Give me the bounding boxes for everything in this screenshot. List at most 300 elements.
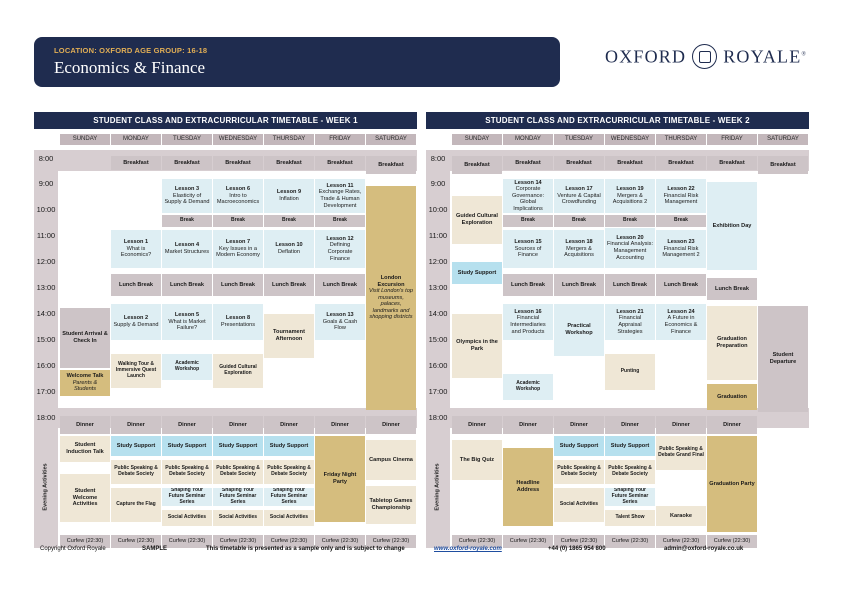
time-label: 18:00 (428, 413, 448, 422)
slot-title: Study Support (457, 269, 497, 276)
slot-title: Lesson 22 (667, 186, 695, 193)
slot-title: Curfew (22:30) (611, 538, 649, 545)
timetable-slot (503, 274, 553, 296)
slot-title: Curfew (22:30) (509, 538, 547, 545)
timetable-slot (656, 179, 706, 213)
slot-title: Breakfast (617, 159, 643, 166)
slot-title: Lesson 10 (275, 242, 303, 249)
timetable-slot (315, 304, 365, 340)
slot-title: Graduation Preparation (716, 336, 748, 349)
timetable-slot (213, 416, 263, 434)
slot-title: Student Welcome Activities (72, 488, 98, 508)
slot-title: Breakfast (668, 159, 694, 166)
slot-title: Friday Night Party (323, 472, 357, 485)
slot-title: Social Activities (559, 501, 599, 508)
week-1-grid (34, 134, 417, 545)
course-title: Economics & Finance (54, 58, 206, 77)
timetable-slot (605, 354, 655, 390)
slot-detail: Sources of Finance (514, 245, 542, 259)
slot-title: Curfew (22:30) (560, 538, 598, 545)
timetable-slot (656, 304, 706, 340)
slot-title: Curfew (22:30) (458, 538, 496, 545)
slot-title: Tabletop Games Championship (369, 498, 413, 511)
slot-title: Lesson 17 (565, 186, 593, 193)
timetable-slot (162, 230, 212, 268)
slot-title: Curfew (22:30) (66, 538, 104, 545)
timetable-slot (213, 215, 263, 227)
timetable-slot (452, 196, 502, 244)
timetable-slot (554, 436, 604, 456)
title-banner (34, 37, 560, 87)
timetable-slot (707, 384, 757, 410)
slot-detail: Elasticity of Supply & Demand (164, 192, 210, 206)
timetable-slot (264, 510, 314, 526)
timetable-slot (213, 274, 263, 296)
slot-title: Academic Workshop (515, 380, 541, 392)
slot-title: Welcome Talk (66, 373, 104, 380)
slot-detail: Goals & Cash Flow (322, 318, 358, 332)
timetable-slot (656, 230, 706, 268)
slot-title: Break (333, 217, 347, 224)
timetable-slot (452, 416, 502, 434)
slot-title: Social Activities (218, 514, 258, 521)
timetable-slot (60, 436, 110, 462)
timetable-slot (554, 179, 604, 213)
slot-title: Punting (620, 368, 640, 375)
slot-title: Curfew (22:30) (662, 538, 700, 545)
slot-title: Lunch Break (511, 281, 545, 288)
slot-detail: What is Economics? (120, 245, 152, 259)
timetable-slot (503, 230, 553, 268)
evening-activities-label (429, 452, 447, 522)
slot-title: Karaoke (669, 512, 693, 519)
day-header: TUESDAY (554, 134, 604, 145)
logo-word-left: OXFORD (605, 46, 687, 67)
timetable-slot (264, 230, 314, 268)
slot-title: Dinner (382, 421, 400, 428)
timetable-slot (264, 436, 314, 456)
footer-sample: SAMPLE (142, 546, 168, 552)
slot-title: Public Speaking & Debate Grand Final (658, 446, 704, 458)
slot-title: Lunch Break (272, 281, 306, 288)
slot-title: Dinner (519, 421, 537, 428)
time-label: 15:00 (36, 335, 56, 344)
slot-title: Talent Show (615, 514, 645, 521)
timetable-slot (452, 262, 502, 284)
day-header: TUESDAY (162, 134, 212, 145)
slot-title: Lunch Break (715, 285, 749, 292)
timetable-slot (554, 156, 604, 170)
time-label: 9:00 (38, 179, 54, 188)
time-label: 11:00 (428, 231, 448, 240)
timetable-slot (213, 304, 263, 340)
slot-title: Public Speaking & Debate Society (557, 465, 601, 477)
timetable-slot (264, 215, 314, 227)
day-header: WEDNESDAY (605, 134, 655, 145)
time-label: 10:00 (428, 205, 448, 214)
slot-title: Study Support (218, 442, 258, 449)
slot-title: Study Support (269, 442, 309, 449)
slot-detail: Financial Risk Management 2 (662, 245, 700, 259)
slot-detail: Parents & Students (72, 379, 98, 393)
timetable-slot (452, 314, 502, 378)
slot-title: Dinner (723, 421, 741, 428)
slot-title: Shaping Your Future Seminar Series (219, 488, 257, 505)
time-label: 13:00 (36, 283, 56, 292)
time-label: 11:00 (36, 231, 56, 240)
timetable-slot (315, 416, 365, 434)
timetable-slot (605, 488, 655, 506)
slot-detail: Venture & Capital Crowdfunding (557, 192, 601, 206)
day-header: WEDNESDAY (213, 134, 263, 145)
slot-title: Lunch Break (664, 281, 698, 288)
slot-title: Lesson 24 (667, 308, 695, 315)
slot-detail: Financial Analysis: Management Accounting (607, 241, 654, 261)
day-header: SUNDAY (60, 134, 110, 145)
slot-detail: Corporate Governance: Global Implications (511, 186, 545, 212)
footer-phone: +44 (0) 1865 954 800 (548, 546, 606, 552)
timetable-slot (111, 460, 161, 484)
slot-title: Breakfast (276, 159, 302, 166)
timetable-slot (111, 274, 161, 296)
week-2-title: STUDENT CLASS AND EXTRACURRICULAR TIMETABLE - WEEK 2 (426, 112, 809, 129)
slot-title: Public Speaking & Debate Society (216, 465, 260, 477)
slot-detail: Visit London's top museums, palaces, landmarks and shopping districts (369, 288, 413, 321)
timetable-slot (162, 535, 212, 548)
slot-title: Breakfast (378, 161, 404, 168)
slot-title: Practical Workshop (565, 323, 593, 336)
slot-title: Lesson 18 (565, 239, 593, 246)
slot-detail: Exchange Rates, Trade & Human Development (318, 189, 362, 209)
slot-title: Walking Tour & Immersive Quest Launch (115, 361, 157, 379)
slot-title: Breakfast (719, 159, 745, 166)
timetable-slot (213, 510, 263, 526)
slot-detail: Supply & Demand (113, 322, 159, 328)
slot-title: Lesson 9 (276, 189, 302, 196)
timetable-slot (503, 215, 553, 227)
slot-title: Lesson 16 (514, 308, 542, 315)
slot-detail: Mergers & Acquisitions 2 (612, 192, 648, 206)
slot-detail: Mergers & Acquisitions (564, 245, 594, 259)
slot-title: Graduation Party (709, 480, 755, 487)
timetable-slot (162, 304, 212, 340)
slot-title: Breakfast (174, 159, 200, 166)
timetable-slot (503, 448, 553, 526)
timetable-slot (707, 182, 757, 270)
timetable-slot (554, 230, 604, 268)
timetable-slot (758, 306, 808, 412)
slot-title: Curfew (22:30) (713, 538, 751, 545)
slot-title: Breakfast (225, 159, 251, 166)
slot-title: Student Departure (769, 352, 797, 365)
slot-title: Student Induction Talk (66, 442, 104, 455)
timetable-slot (264, 156, 314, 170)
slot-title: London Excursion (377, 274, 405, 288)
timetable-slot (162, 460, 212, 484)
slot-title: Break (231, 217, 245, 224)
day-header: MONDAY (111, 134, 161, 145)
timetable-slot (554, 460, 604, 484)
evening-activities-label (37, 452, 55, 522)
time-label: 12:00 (36, 257, 56, 266)
slot-title: Breakfast (515, 159, 541, 166)
slot-title: Student Arrival & Check In (62, 331, 108, 344)
slot-title: Break (282, 217, 296, 224)
time-label: 13:00 (428, 283, 448, 292)
timetable-slot (758, 156, 808, 174)
slot-title: Breakfast (770, 161, 796, 168)
timetable-slot (605, 510, 655, 526)
timetable-slot (605, 304, 655, 340)
time-label: 14:00 (428, 309, 448, 318)
timetable-slot (213, 436, 263, 456)
time-label: 16:00 (428, 361, 448, 370)
timetable-slot (366, 186, 416, 410)
timetable-slot (162, 354, 212, 380)
timetable-slot (315, 179, 365, 213)
slot-title: Lesson 2 (123, 315, 149, 322)
slot-title: Lesson 19 (616, 186, 644, 193)
timetable-slot (264, 314, 314, 358)
timetable-slot (605, 179, 655, 213)
timetable-slot (554, 274, 604, 296)
timetable-slot (162, 488, 212, 506)
timetable-slot (162, 416, 212, 434)
time-label: 17:00 (428, 387, 448, 396)
timetable-slot (503, 179, 553, 213)
slot-detail: Key Issues in a Modern Economy (216, 245, 260, 259)
evening-activities-text: Evening Activities (43, 463, 50, 511)
time-label: 16:00 (36, 361, 56, 370)
time-label: 14:00 (36, 309, 56, 318)
timetable-slot (264, 179, 314, 213)
slot-title: Break (572, 217, 586, 224)
slot-title: Lesson 13 (326, 312, 354, 319)
slot-title: Shaping Your Future Seminar Series (611, 488, 649, 505)
timetable-slot (605, 535, 655, 548)
slot-title: Lesson 12 (326, 235, 354, 242)
slot-title: Dinner (280, 421, 298, 428)
timetable-slot (707, 156, 757, 170)
day-header: SUNDAY (452, 134, 502, 145)
timetable-slot (554, 304, 604, 356)
slot-title: Lesson 5 (174, 312, 200, 319)
location-subtitle: LOCATION: OXFORD AGE GROUP: 16-18 (54, 46, 208, 55)
time-label: 12:00 (428, 257, 448, 266)
day-header: THURSDAY (656, 134, 706, 145)
timetable-slot (315, 215, 365, 227)
oxford-royale-logo (605, 46, 807, 71)
timetable-slot (213, 230, 263, 268)
slot-detail: Defining Corporate Finance (327, 242, 353, 262)
timetable-slot (452, 156, 502, 174)
slot-title: Lesson 23 (667, 239, 695, 246)
timetable-slot (111, 156, 161, 170)
timetable-slot (554, 416, 604, 434)
timetable-slot (366, 440, 416, 480)
slot-title: Shaping Your Future Seminar Series (168, 488, 206, 505)
timetable-slot (656, 215, 706, 227)
timetable-slot (605, 460, 655, 484)
time-label: 8:00 (430, 154, 446, 163)
day-header: THURSDAY (264, 134, 314, 145)
slot-detail: Intro to Macroeconomics (216, 192, 260, 206)
timetable-slot (60, 308, 110, 368)
timetable-slot (162, 436, 212, 456)
day-header: SATURDAY (366, 134, 416, 145)
timetable-slot (60, 416, 110, 434)
footer-website-link[interactable]: www.oxford-royale.com (434, 546, 502, 552)
slot-title: Graduation (717, 393, 747, 400)
timetable-slot (503, 304, 553, 340)
slot-detail: A Future in Economics & Finance (664, 315, 698, 335)
slot-title: Curfew (22:30) (219, 538, 257, 545)
timetable-slot (366, 156, 416, 174)
timetable-slot (162, 179, 212, 213)
slot-title: Lunch Break (221, 281, 255, 288)
evening-activities-text: Evening Activities (435, 463, 442, 511)
timetable-slot (315, 230, 365, 268)
slot-title: Breakfast (327, 159, 353, 166)
slot-title: Lesson 4 (174, 242, 200, 249)
timetable-slot (503, 535, 553, 548)
slot-title: Lesson 6 (225, 186, 251, 193)
slot-title: Lesson 8 (225, 315, 251, 322)
slot-detail: Financial Risk Management (663, 192, 699, 206)
timetable-slot (111, 230, 161, 268)
timetable-slot (315, 436, 365, 522)
timetable-slot (162, 510, 212, 526)
timetable-slot (605, 215, 655, 227)
slot-title: Break (674, 217, 688, 224)
slot-title: Curfew (22:30) (372, 538, 410, 545)
slot-title: Lesson 21 (616, 308, 644, 315)
timetable-slot (60, 370, 110, 396)
timetable-slot (503, 416, 553, 434)
timetable-slot (111, 354, 161, 388)
timetable-slot (162, 215, 212, 227)
slot-title: Curfew (22:30) (270, 538, 308, 545)
timetable-slot (656, 506, 706, 526)
slot-detail: Financial Intermediaries and Products (510, 315, 546, 335)
timetable-slot (707, 306, 757, 380)
slot-title: Breakfast (566, 159, 592, 166)
timetable-slot (111, 488, 161, 522)
timetable-slot (264, 416, 314, 434)
slot-title: Lesson 14 (514, 179, 542, 186)
timetable-slot (264, 274, 314, 296)
timetable-slot (315, 274, 365, 296)
slot-title: Social Activities (167, 514, 207, 521)
slot-title: Break (180, 217, 194, 224)
timetable-slot (605, 416, 655, 434)
slot-title: Dinner (127, 421, 145, 428)
timetable-slot (707, 278, 757, 300)
slot-detail: Deflation (277, 249, 301, 255)
slot-title: Headline Address (516, 480, 540, 493)
day-header: FRIDAY (707, 134, 757, 145)
slot-title: The Big Quiz (459, 456, 495, 463)
timetable-slot (503, 156, 553, 170)
slot-title: Study Support (116, 442, 156, 449)
slot-title: Dinner (229, 421, 247, 428)
slot-title: Guided Cultural Exploration (456, 213, 498, 226)
time-label: 17:00 (36, 387, 56, 396)
slot-title: Break (623, 217, 637, 224)
day-header: MONDAY (503, 134, 553, 145)
slot-title: Lunch Break (119, 281, 153, 288)
week-1-title: STUDENT CLASS AND EXTRACURRICULAR TIMETABLE - WEEK 1 (34, 112, 417, 129)
slot-title: Lesson 3 (174, 186, 200, 193)
footer-disclaimer: This timetable is presented as a sample only and is subject to change (206, 546, 405, 552)
time-label: 18:00 (36, 413, 56, 422)
slot-title: Exhibition Day (712, 222, 752, 229)
slot-title: Public Speaking & Debate Society (267, 465, 311, 477)
timetable-slot (554, 215, 604, 227)
slot-title: Olympics in the Park (456, 339, 498, 352)
timetable-slot (111, 416, 161, 434)
timetable-slot (264, 460, 314, 484)
week-1-timetable (34, 112, 417, 545)
timetable-slot (554, 488, 604, 522)
logo-word-right: ROYALE (723, 46, 802, 67)
slot-title: Lunch Break (613, 281, 647, 288)
slot-title: Lunch Break (170, 281, 204, 288)
slot-title: Lesson 20 (616, 234, 644, 241)
slot-title: Break (521, 217, 535, 224)
timetable-slot (656, 274, 706, 296)
timetable-slot (605, 156, 655, 170)
slot-title: Public Speaking & Debate Society (165, 465, 209, 477)
timetable-slot (656, 416, 706, 434)
slot-detail: Market Structures (164, 249, 210, 255)
slot-title: Study Support (167, 442, 207, 449)
timetable-slot (213, 179, 263, 213)
slot-title: Dinner (178, 421, 196, 428)
slot-title: Dinner (570, 421, 588, 428)
timetable-slot (213, 354, 263, 388)
timetable-slot (605, 228, 655, 268)
slot-title: Capture the Flag (116, 501, 156, 508)
timetable-slot (162, 156, 212, 170)
slot-title: Dinner (621, 421, 639, 428)
footer-email[interactable]: admin@oxford-royale.co.uk (664, 546, 744, 552)
slot-detail: Financial Appraisal Strategies (617, 315, 643, 335)
timetable-slot (366, 486, 416, 524)
timetable-slot (452, 440, 502, 480)
slot-title: Study Support (610, 442, 650, 449)
slot-title: Curfew (22:30) (168, 538, 206, 545)
time-label: 8:00 (38, 154, 54, 163)
timetable-slot (656, 436, 706, 470)
slot-title: Dinner (672, 421, 690, 428)
day-header: SATURDAY (758, 134, 808, 145)
slot-title: Academic Workshop (174, 360, 200, 372)
time-label: 10:00 (36, 205, 56, 214)
slot-title: Lunch Break (562, 281, 596, 288)
timetable-slot (503, 374, 553, 400)
slot-title: Breakfast (464, 161, 490, 168)
timetable-slot (656, 156, 706, 170)
timetable-slot (162, 274, 212, 296)
slot-title: Lesson 7 (225, 239, 251, 246)
slot-title: Breakfast (123, 159, 149, 166)
slot-detail: Presentations (220, 322, 256, 328)
slot-detail: Inflation (279, 196, 299, 202)
slot-title: Curfew (22:30) (321, 538, 359, 545)
slot-title: Public Speaking & Debate Society (608, 465, 652, 477)
slot-title: Social Activities (269, 514, 309, 521)
